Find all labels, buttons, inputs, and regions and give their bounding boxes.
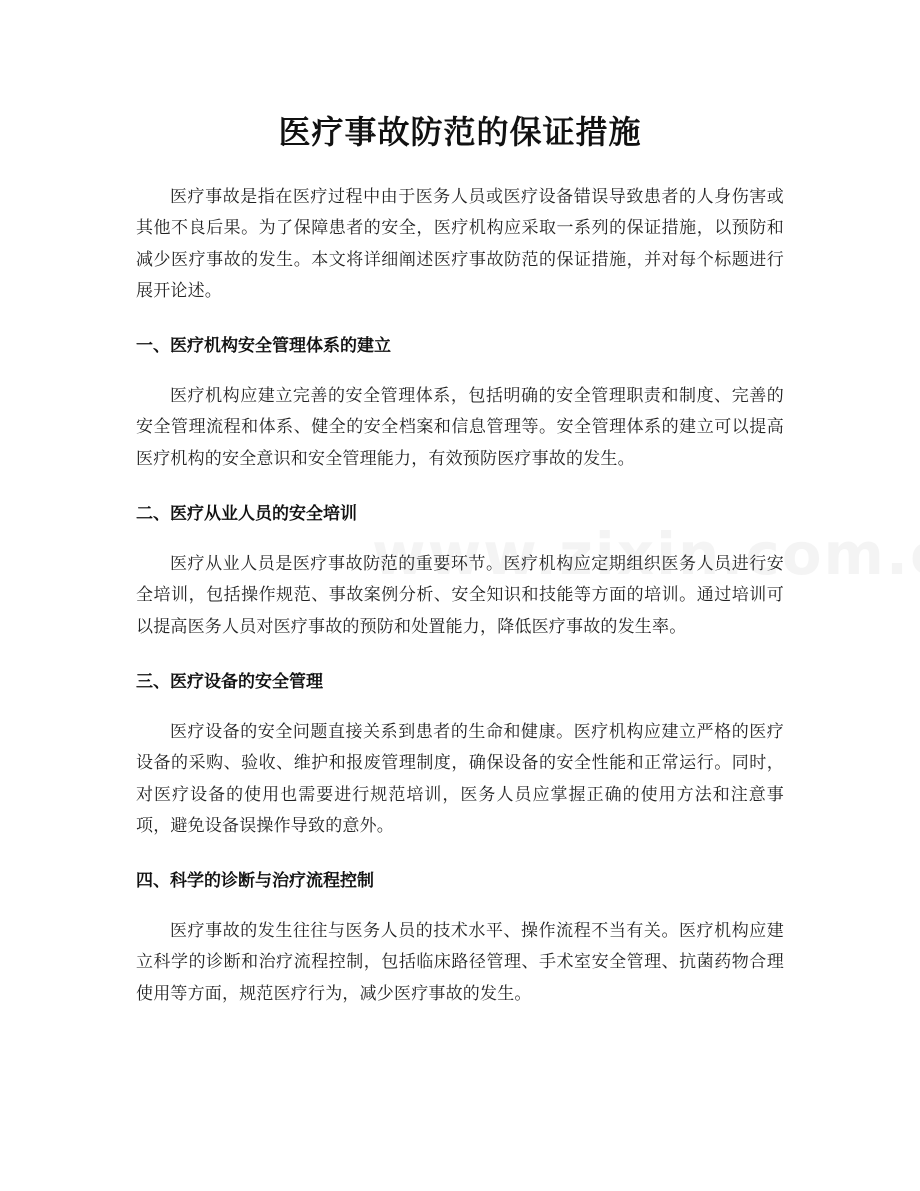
section-heading-2: 二、医疗从业人员的安全培训 — [136, 504, 357, 525]
section-body-2: 医疗从业人员是医疗事故防范的重要环节。医疗机构应定期组织医务人员进行安全培训，包括操作规范、事故案例分析、安全知识和技能等方面的培训。通过培训可以提高医务人员对医疗事故的预防和处置能力，降低医疗事故的发生率。 — [136, 554, 784, 637]
page-title: 医疗事故防范的保证措施 — [278, 113, 642, 151]
section-body-4: 医疗事故的发生往往与医务人员的技术水平、操作流程不当有关。医疗机构应建立科学的诊断和治疗流程控制，包括临床路径管理、手术室安全管理、抗菌药物合理使用等方面，规范医疗行为，减少医疗事故的发生。 — [136, 921, 784, 1004]
intro-paragraph: 医疗事故是指在医疗过程中由于医务人员或医疗设备错误导致患者的人身伤害或其他不良后果。为了保障患者的安全，医疗机构应采取一系列的保证措施，以预防和减少医疗事故的发生。本文将详细阐述医疗事故防范的保证措施，并对每个标题进行展开论述。 — [136, 187, 784, 301]
section-body-1: 医疗机构应建立完善的安全管理体系，包括明确的安全管理职责和制度、完善的安全管理流程和体系、健全的安全档案和信息管理等。安全管理体系的建立可以提高医疗机构的安全意识和安全管理能力，有效预防医疗事故的发生。 — [136, 386, 784, 469]
section-body-3: 医疗设备的安全问题直接关系到患者的生命和健康。医疗机构应建立严格的医疗设备的采购、验收、维护和报废管理制度，确保设备的安全性能和正常运行。同时，对医疗设备的使用也需要进行规范培训，医务人员应掌握正确的使用方法和注意事项，避免设备误操作导致的意外。 — [136, 721, 784, 836]
section-heading-4: 四、科学的诊断与治疗流程控制 — [136, 871, 374, 892]
document-body — [136, 182, 784, 1010]
section-heading-1: 一、医疗机构安全管理体系的建立 — [136, 336, 391, 357]
section-heading-3: 三、医疗设备的安全管理 — [136, 671, 323, 692]
